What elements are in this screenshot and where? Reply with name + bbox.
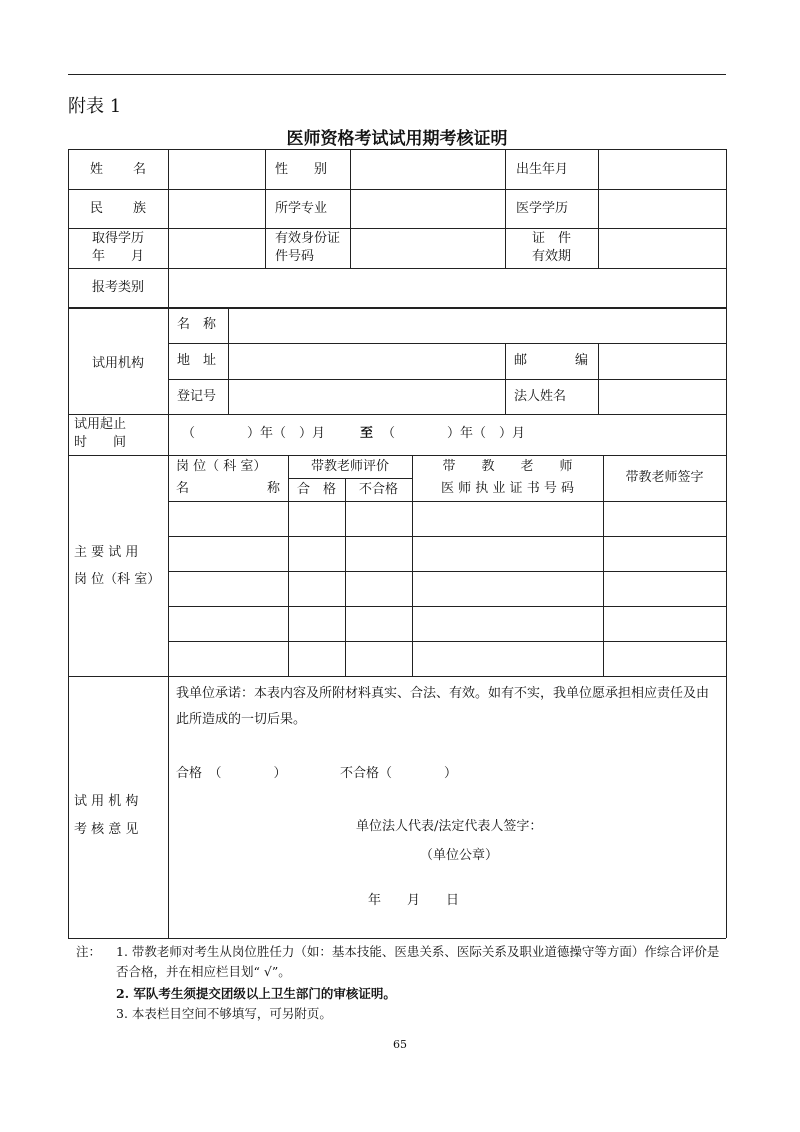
date-label: 年 月 日: [368, 893, 460, 908]
name-label: 姓 名: [90, 162, 146, 177]
assessment-section-label-2: 考 核 意 见: [74, 822, 139, 837]
registration-label: 登记号: [177, 389, 217, 404]
col-pass-label: 合 格: [296, 482, 336, 497]
note-3: 3. 本表栏目空间不够填写，可另附页。: [116, 1006, 332, 1021]
id-validity-label-2: 有效期: [531, 249, 571, 264]
institution-name-label: 名 称: [177, 317, 217, 332]
top-rule: [68, 74, 726, 75]
col-fail-label: 不合格: [358, 482, 398, 497]
period-start: （ ）年（ ）月: [182, 426, 326, 441]
medical-degree-label: 医学学历: [516, 201, 569, 216]
pass-option: 合格 （ ）: [176, 766, 287, 781]
col-cert-label-2: 医 师 执 业 证 书 号 码: [441, 481, 574, 496]
id-number-label-1: 有效身份证: [275, 231, 341, 246]
col-eval-label: 带教老师评价: [310, 459, 389, 474]
assessment-section-label-1: 试 用 机 构: [74, 794, 139, 809]
birth-label: 出生年月: [516, 162, 569, 177]
id-number-label-2: 件号码: [275, 249, 315, 264]
note-1: 1. 带教老师对考生从岗位胜任力（如：基本技能、医患关系、医际关系及职业道德操守等方面）作综合评价是否合格，并在相应栏目划“ √”。: [116, 944, 720, 979]
period-label-1: 试用起止: [74, 417, 127, 432]
period-end: （ ）年（ ）月: [382, 426, 526, 441]
commitment-text: 我单位承诺：本表内容及所附材料真实、合法、有效。如有不实，我单位愿承担相应责任及由此所造成的一切后果。: [176, 686, 710, 727]
gender-label: 性 别: [275, 162, 327, 177]
form-title: 医师资格考试试用期考核证明: [286, 129, 508, 149]
notes-prefix: 注：: [76, 944, 102, 959]
id-validity-label-1: 证 件: [531, 231, 571, 246]
col-cert-label-1: 带 教 老 师: [442, 459, 573, 474]
annex-label: 附表 1: [68, 96, 122, 117]
fail-option: 不合格（ ）: [340, 766, 458, 781]
col-signature-label: 带教老师签字: [625, 470, 704, 485]
exam-category-label: 报考类别: [91, 280, 144, 295]
seal-label: （单位公章）: [420, 848, 499, 863]
signature-label: 单位法人代表/法定代表人签字：: [356, 819, 543, 834]
ethnicity-label: 民 族: [90, 201, 146, 216]
period-to: 至: [360, 426, 374, 441]
note-2: 2. 军队考生须提交团级以上卫生部门的审核证明。: [116, 986, 396, 1001]
posts-section-label-1: 主 要 试 用: [74, 545, 139, 560]
legal-person-label: 法人姓名: [514, 389, 567, 404]
major-label: 所学专业: [275, 201, 328, 216]
institution-section-label: 试用机构: [91, 356, 144, 371]
degree-date-label-2: 年 月: [91, 249, 144, 264]
period-label-2: 时 间: [74, 435, 127, 450]
page-number: 65: [393, 1038, 407, 1051]
postal-code-label: 邮 编: [514, 353, 588, 368]
col-post-label-1: 岗 位（ 科 室）: [176, 459, 267, 474]
col-post-label-2: 名 称: [176, 481, 280, 496]
posts-section-label-2: 岗 位（科 室）: [74, 572, 161, 587]
degree-date-label-1: 取得学历: [91, 231, 144, 246]
institution-address-label: 地 址: [177, 353, 217, 368]
